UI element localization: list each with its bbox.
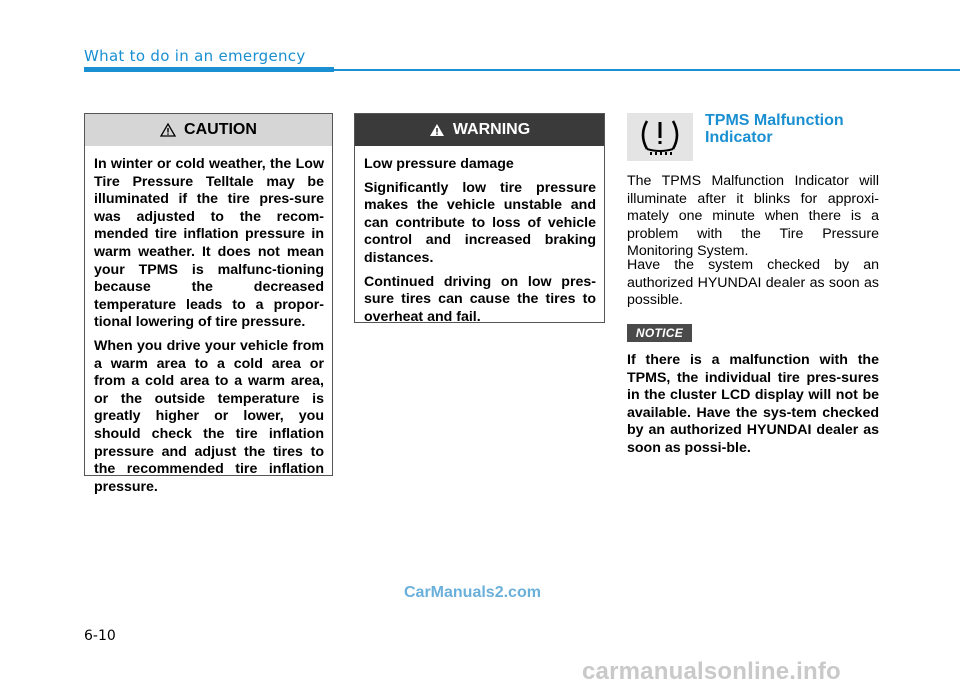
warning-header [355, 114, 604, 146]
caution-header [85, 114, 332, 146]
watermark: CarManuals2.com [404, 584, 541, 601]
header-bar [84, 67, 334, 72]
tpms-title: TPMS Malfunction Indicator [705, 112, 844, 146]
warning-paragraph-1: Low pressure damage [364, 156, 514, 172]
warning-paragraph-3: Continued driving on low pres-sure tires can cause the tires to overheat and fail. [364, 273, 596, 325]
site-footer: carmanualsonline.info [582, 658, 841, 685]
notice-tag: NOTICE [627, 324, 692, 342]
caution-paragraph-2: When you drive your vehicle from a warm area to a cold area or from a cold area to a warm area, or the outside temperature is greatly higher or lower, you should check the tire inflation pressure and adjust the tires to the recommended tire inflation pressure. [94, 337, 324, 495]
caution-triangle-icon [160, 123, 176, 137]
warning-triangle-icon [429, 123, 445, 137]
notice-text: If there is a malfunction with the TPMS, the individual tire pres-sures in the cluster LCD display will not be available. Have the sys-tem checked by an authorized HYUNDAI dealer as soon as possi-ble. [627, 352, 879, 456]
tpms-malfunction-icon [627, 113, 693, 161]
caution-heading: CAUTION [184, 121, 257, 138]
section-title: What to do in an emergency [84, 47, 306, 65]
tpms-paragraph-2: Have the system checked by an authorized HYUNDAI dealer as soon as possible. [627, 257, 879, 309]
caution-box [84, 113, 333, 495]
warning-box [354, 113, 605, 323]
tpms-paragraph-1: The TPMS Malfunction Indicator will illuminate after it blinks for approxi-mately one minute when there is a problem with the Tire Pressure Monitoring System. [627, 173, 879, 260]
header-rule [334, 69, 960, 71]
caution-paragraph-1: In winter or cold weather, the Low Tire Pressure Telltale may be illuminated if the tire pres-sure was adjusted to the recom-mended tire inflation pressure in warm weather. It does not mean your TPMS is malfunc-tioning because the decreased temperature leads to a propor-tional lowering of tire pressure. [94, 156, 324, 331]
page-number: 6-10 [84, 628, 116, 644]
warning-paragraph-2: Significantly low tire pressure makes the vehicle unstable and can contribute to loss of vehicle control and increased braking distances. [364, 179, 596, 266]
warning-heading: WARNING [452, 121, 531, 138]
